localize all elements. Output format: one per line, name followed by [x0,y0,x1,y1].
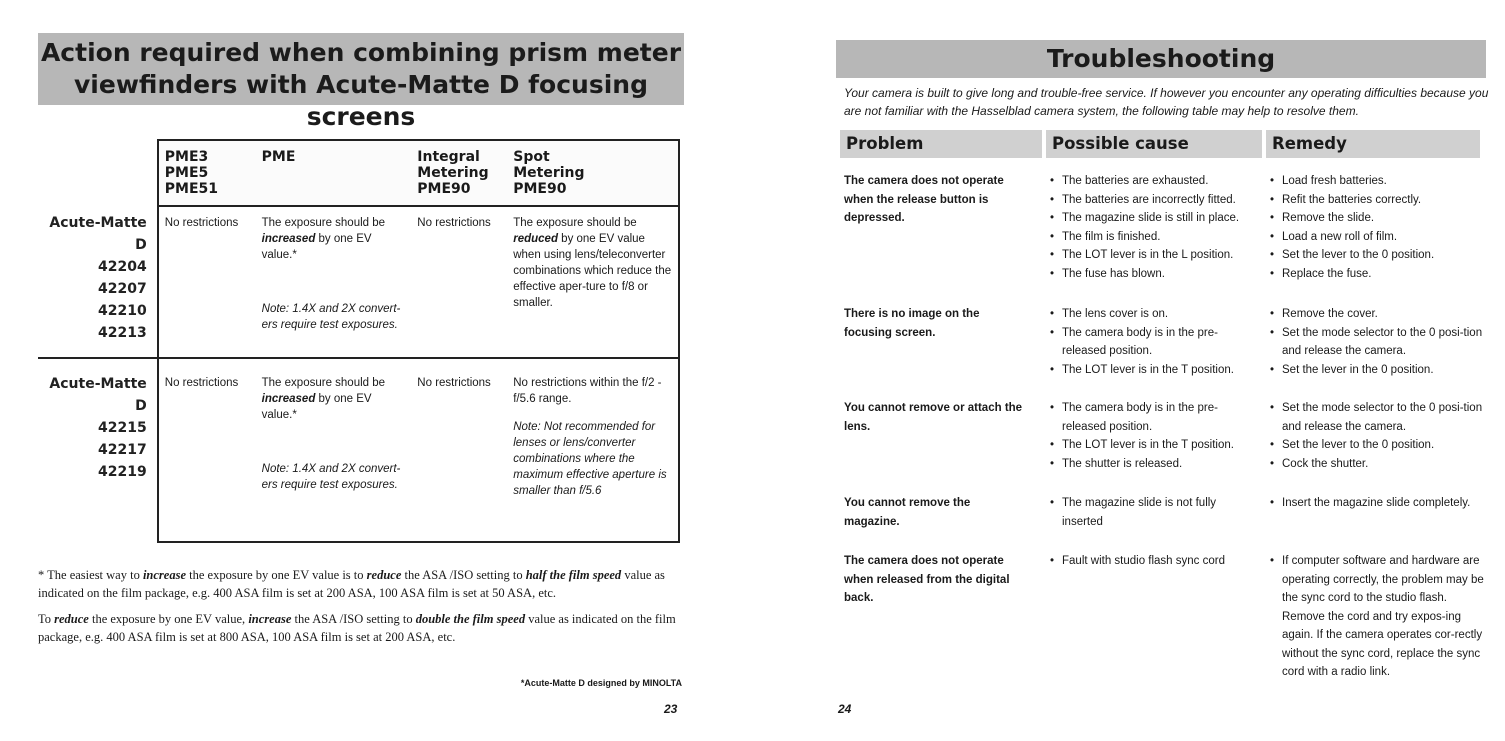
table-header-row [38,140,679,206]
column-header: Spot Metering PME90 [507,140,679,206]
left-page [0,0,752,741]
remedy-list: • Insert the magazine slide completely. [1270,494,1490,513]
header-problem: Problem [840,130,1042,158]
table-cell: The exposure should be increased by one EV value.* Note: 1.4X and 2X convert-ers require test exposures. [261,217,401,331]
column-header: PME3 PME5 PME51 [158,140,256,206]
title-line-2: viewfinders with Acute-Matte D focusing screens [74,70,648,131]
page-title-banner [38,33,684,131]
page-number: 23 [664,702,678,716]
page-number: 24 [838,702,852,716]
cause-list: • The batteries are exhausted. • The batteries are incorrectly fitted. • The magazine slide is still in place. • The film is finished. • The LOT lever is in the L position. • The fuse has blown. [1050,172,1255,283]
cause-list: • The lens cover is on. • The camera body is in the pre-released position. • The LOT lever is in the T position. [1050,305,1255,379]
table-cell: No restrictions [158,206,256,358]
problem-text: The camera does not operate when the release button is depressed. [844,175,1004,224]
compatibility-table [38,139,680,543]
cause-list: • Fault with studio flash sync cord [1050,552,1255,571]
table-row [38,206,679,358]
designed-by-note: *Acute-Matte D designed by MINOLTA [520,678,682,688]
header-cause: Possible cause [1046,130,1262,158]
problem-text: You cannot remove the magazine. [844,497,971,528]
footnote-increase: * The easiest way to increase the exposure by one EV value is to reduce the ASA /ISO setting to half the film speed value as indicated on the film package, e.g. 400 ASA film is set at 200 ASA, 100 ASA film is set at 50 ASA, etc. [38,568,665,600]
problem-text: The camera does not operate when released from the digital back. [844,555,1010,604]
remedy-list: • Remove the cover. • Set the mode selector to the 0 posi-tion and release the camera. • Set the lever in the 0 position. [1270,305,1490,379]
screen-label: Acute-Matte D 42204 42207 42210 42213 [49,215,147,341]
cause-list: • The magazine slide is not fully inserted [1050,494,1255,531]
table-cell: No restrictions within the f/2 - f/5.6 range. Note: Not recommended for lenses or lens/converter combinations where the maximum effective aperture is smaller than f/5.6 [507,358,679,542]
remedy-list: • If computer software and hardware are operating correctly, the problem may be the sync cord to the studio flash. Remove the cord and try expos-ing again. If the camera operates cor-rectly without the sync cord, replace the sync cord with a radio link. [1270,552,1490,682]
right-page [752,0,1505,741]
table-cell: The exposure should be reduced by one EV value when using lens/teleconverter combinations which reduce the effective aper-ture to f/8 or smaller. [507,206,679,358]
header-remedy: Remedy [1266,130,1480,158]
column-header: Integral Metering PME90 [411,140,507,206]
column-header: PME [256,140,412,206]
page-title: Troubleshooting [836,40,1486,78]
problem-text: There is no image on the focusing screen. [844,308,980,339]
table-cell: No restrictions [158,358,256,542]
remedy-list: • Set the mode selector to the 0 posi-tion and release the camera. • Set the lever to the 0 position. • Cock the shutter. [1270,399,1490,473]
cause-list: • The camera body is in the pre-released position. • The LOT lever is in the T position. • The shutter is released. [1050,399,1255,473]
remedy-list: • Load fresh batteries. • Refit the batteries correctly. • Remove the slide. • Load a new roll of film. • Set the lever to the 0 position. • Replace the fuse. [1270,172,1490,283]
table-cell: The exposure should be increased by one EV value.* Note: 1.4X and 2X convert-ers require test exposures. [256,358,412,542]
table-row [38,358,679,542]
footnote-reduce: To reduce the exposure by one EV value, increase the ASA /ISO setting to double the film speed value as indicated on the film package, e.g. 400 ASA film is set at 800 ASA, 100 ASA film is set at 200 ASA, etc. [38,612,676,644]
table-cell: No restrictions [417,217,491,229]
intro-text: Your camera is built to give long and trouble-free service. If however you encounter any operating difficulties because you are not familiar with the Hasselblad camera system, the following table may help to resolve them. [844,86,1489,118]
table-cell: No restrictions [411,358,507,542]
problem-text: You cannot remove or attach the lens. [844,402,1023,433]
screen-label: Acute-Matte D 42215 42217 42219 [38,358,158,542]
title-line-1: Action required when combining prism meter [40,38,682,67]
